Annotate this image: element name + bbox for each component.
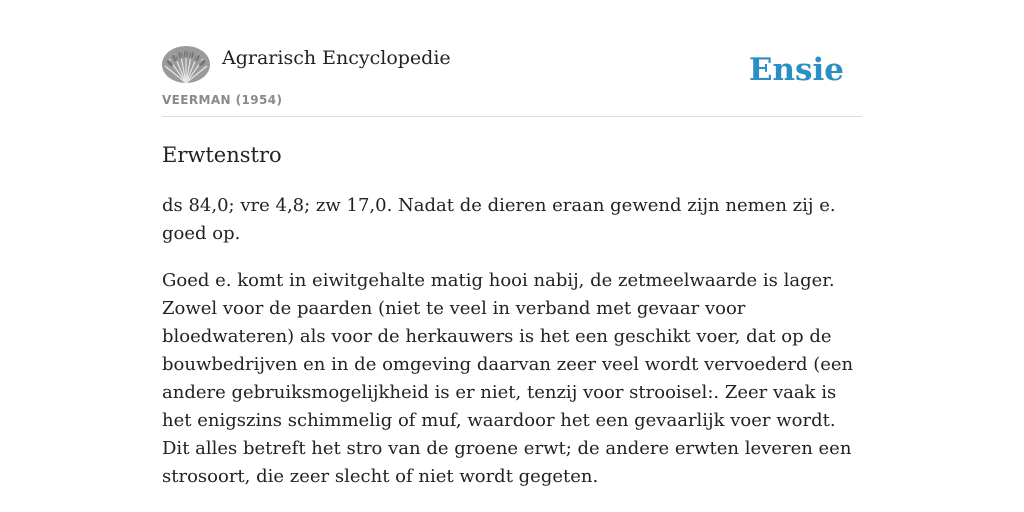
source-title[interactable]: Agrarisch Encyclopedie <box>222 47 451 69</box>
page-title: Erwtenstro <box>162 143 282 167</box>
author-label: VEERMAN (1954) <box>162 93 283 107</box>
paragraph: Goed e. komt in eiwitgehalte matig hooi nabij, de zetmeelwaarde is lager. Zowel voor de paarden (niet te veel in verband met gevaar voor bloedwateren) als voor de herkauwers is het een geschikt voer, dat op de bouwbedrijven en in de omgeving daarvan zeer veel wordt vervoederd (een andere gebruiksmogelijkheid is er niet, tenzij voor strooisel:. Zeer vaak is het enigszins schimmelig of muf, waardoor het een gevaarlijk voer wordt. Dit alles betreft het stro van de groene erwt; de andere erwten leveren een strosoort, die zeer slecht of niet wordt gegeten. <box>162 270 854 487</box>
header <box>162 46 862 117</box>
paragraph: ds 84,0; vre 4,8; zw 17,0. Nadat de dieren eraan gewend zijn nemen zij e. goed op. <box>162 195 836 244</box>
entry-body <box>162 192 862 510</box>
wheat-sheaf-icon[interactable] <box>162 46 210 83</box>
brand-logo[interactable]: Ensie <box>748 52 844 88</box>
